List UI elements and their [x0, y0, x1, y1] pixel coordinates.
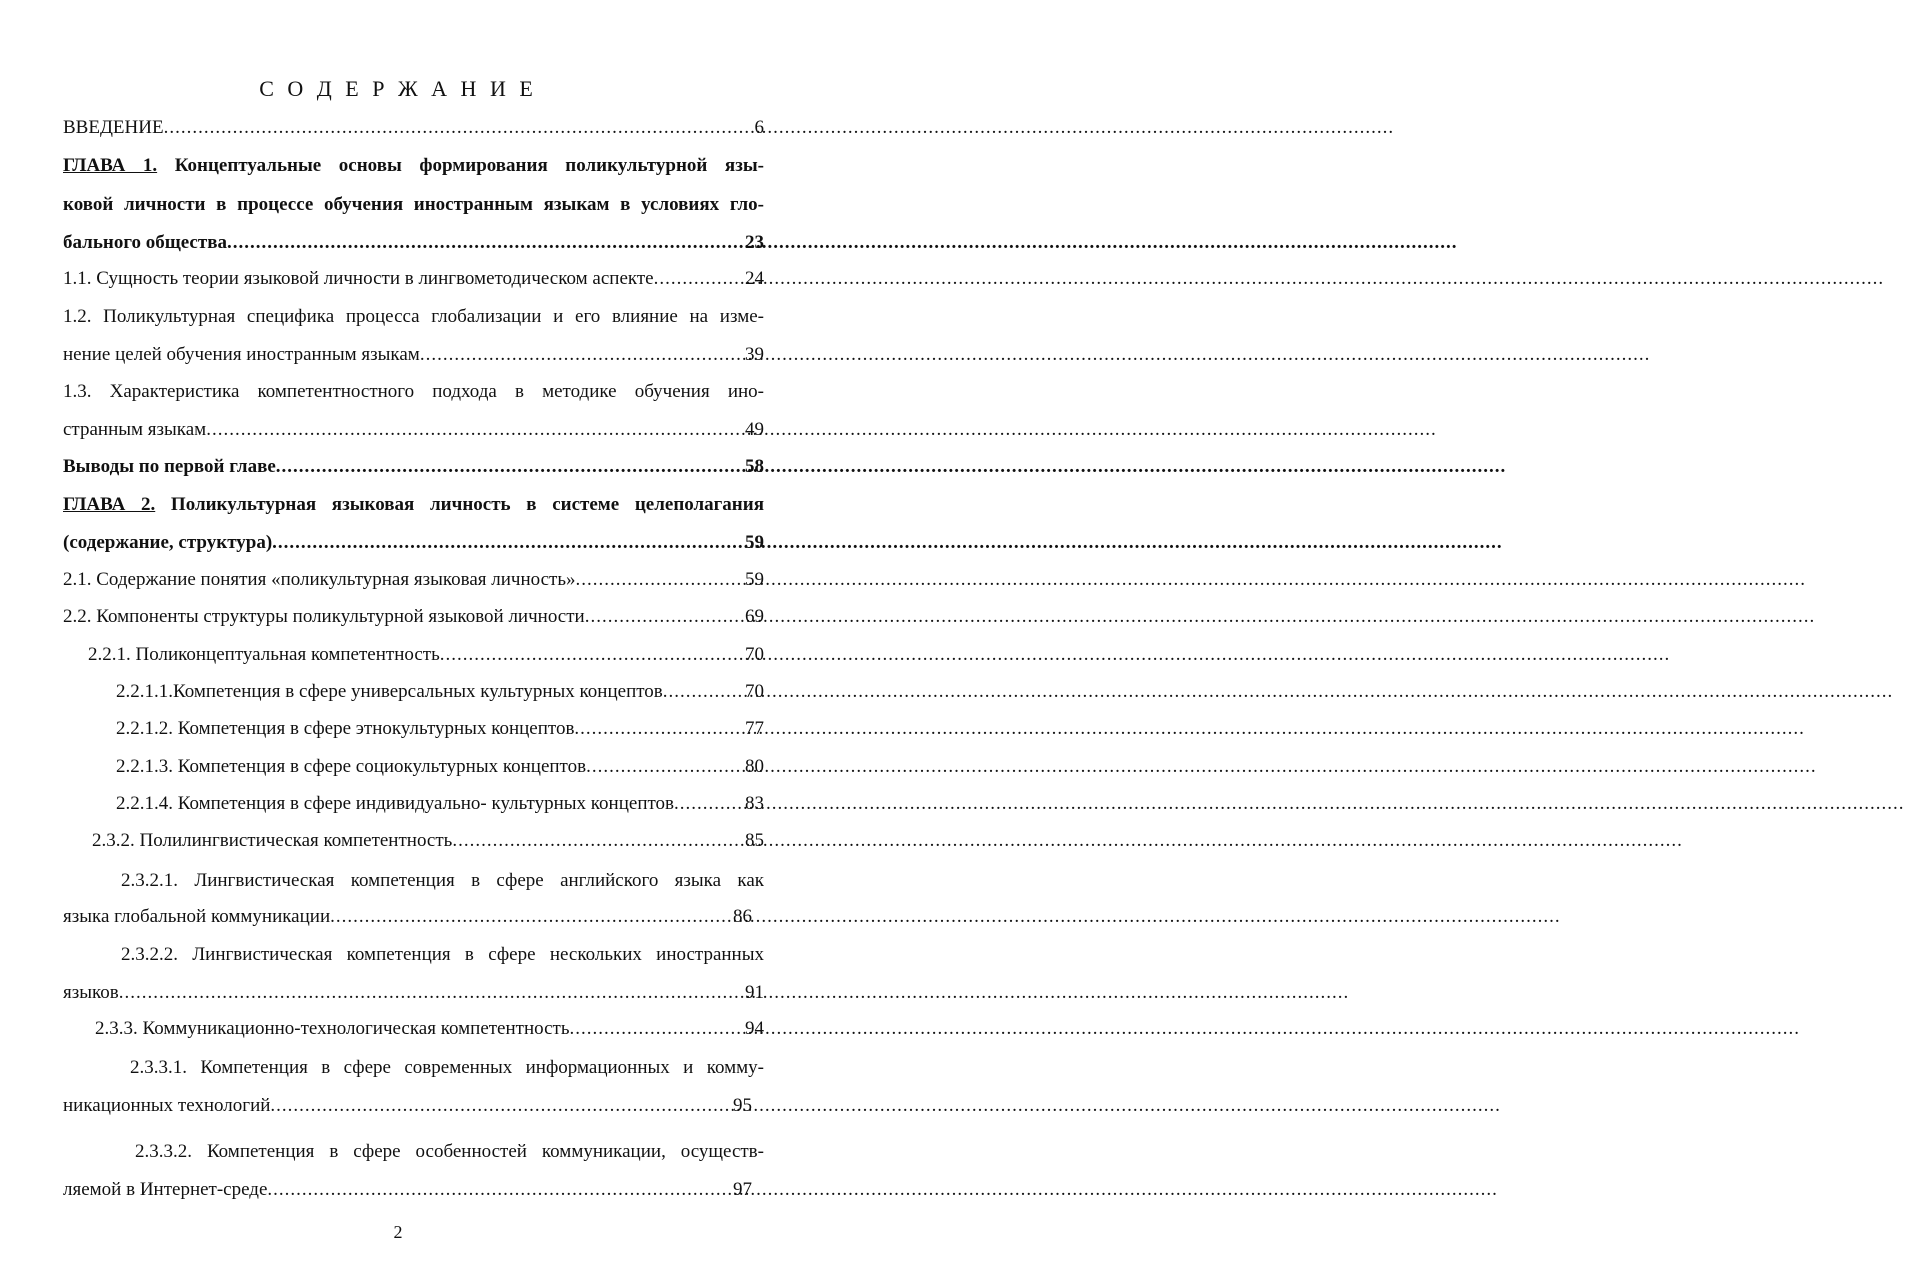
toc-entry-text: 2.2.1.2. Компетенция в сфере этнокультурных концептов [116, 718, 575, 739]
toc-entry-2-3-3-2-line-1: 2.3.3.2. Компетенция в сфере особенностей коммуникации, осуществ- [135, 1141, 764, 1162]
toc-entry-2-3-3-1-line-2 [63, 1092, 752, 1120]
toc-entry-2-3-3-2-line-2 [63, 1176, 752, 1204]
dot-leader [206, 416, 744, 444]
page-number: 2 [393, 1222, 403, 1242]
toc-entry-2-3-2-1-line-2 [63, 903, 752, 931]
toc-entry-2-3-3-1-line-1: 2.3.3.1. Компетенция в сфере современных информационных и комму- [130, 1057, 764, 1078]
dot-leader [440, 641, 744, 669]
toc-page-number: 91 [745, 982, 764, 1003]
toc-page-number: 69 [745, 606, 764, 627]
dot-leader [663, 678, 744, 706]
toc-entry-chapter-2-line-1 [63, 491, 764, 519]
toc-entry-text: языков [63, 982, 119, 1003]
toc-entry-text: Поликультурная языковая личность в системе целеполагания [170, 494, 764, 515]
dot-leader [452, 827, 744, 855]
toc-entry-chapter-1-line-2: ковой личности в процессе обучения иностранным языкам в условиях гло- [63, 194, 764, 215]
toc-entry-text: никационных технологий [63, 1095, 271, 1116]
toc-page-number: 70 [745, 644, 764, 665]
toc-entry-text: ляемой в Интернет-среде [63, 1179, 268, 1200]
toc-page-number: 24 [745, 268, 764, 289]
toc-entry-text: 2.2.1.4. Компетенция в сфере индивидуально- культурных концептов [116, 793, 675, 814]
toc-entry-text: 1.1. Сущность теории языковой личности в лингвометодическом аспекте [63, 268, 654, 289]
dot-leader [270, 1092, 732, 1120]
toc-entry-2-3-2-1-line-1: 2.3.2.1. Лингвистическая компетенция в сфере английского языка как [121, 870, 764, 891]
toc-entry-2-3-2-2-line-2 [63, 979, 764, 1007]
toc-entry-2-3-3 [95, 1015, 764, 1043]
dot-leader [570, 1015, 744, 1043]
toc-entry-text: нение целей обучения иностранным языкам [63, 344, 420, 365]
dot-leader [420, 341, 744, 369]
toc-entry-introduction [63, 114, 764, 142]
toc-entry-1-3-line-2 [63, 416, 764, 444]
page-title: С О Д Е Р Ж А Н И Е [259, 76, 537, 101]
toc-entry-text: языка глобальной коммуникации [63, 906, 331, 927]
toc-page-number: 94 [745, 1018, 764, 1039]
toc-entry-2-3-2-2-line-1: 2.3.2.2. Лингвистическая компетенция в сфере нескольких иностранных [121, 944, 764, 965]
toc-entry-text: странным языкам [63, 419, 207, 440]
toc-entry-text: 2.2.1.1.Компетенция в сфере универсальных культурных концептов [116, 681, 663, 702]
chapter-label: ГЛАВА 2. [63, 494, 156, 515]
toc-entry-1-2-line-2 [63, 341, 764, 369]
toc-entry-chapter-1-line-3 [63, 229, 764, 257]
toc-entry-text: Концептуальные основы формирования поликультурной язы- [174, 155, 764, 176]
toc-entry-text: (содержание, структура) [63, 532, 273, 553]
toc-page-number: 59 [745, 569, 764, 590]
toc-page-number: 85 [745, 830, 764, 851]
toc-entry-conclusions-1 [63, 453, 764, 481]
toc-entry-text: 2.3.2. Полилингвистическая компетентность [92, 830, 453, 851]
toc-entry-2-2-1-1 [116, 678, 764, 706]
dot-leader [119, 979, 744, 1007]
toc-entry-text: бального общества [63, 232, 227, 253]
toc-page-number: 23 [745, 232, 764, 253]
document-page [0, 0, 796, 1284]
dot-leader [276, 453, 744, 481]
toc-page-number: 97 [733, 1179, 752, 1200]
dot-leader [267, 1176, 732, 1204]
toc-entry-text: 2.2. Компоненты структуры поликультурной языковой личности [63, 606, 585, 627]
dot-leader [227, 229, 744, 257]
dot-leader [585, 603, 744, 631]
toc-entry-2-1 [63, 566, 764, 594]
dot-leader [576, 566, 744, 594]
toc-entry-1-2-line-1: 1.2. Поликультурная специфика процесса глобализации и его влияние на изме- [63, 306, 764, 327]
dot-leader [164, 114, 754, 142]
toc-page-number: 39 [745, 344, 764, 365]
toc-entry-1-3-line-1: 1.3. Характеристика компетентностного подхода в методике обучения ино- [63, 381, 764, 402]
dot-leader [574, 715, 744, 743]
toc-entry-text: 2.2.1. Поликонцептуальная компетентность [88, 644, 440, 665]
toc-entry-2-2-1 [88, 641, 764, 669]
toc-entry-text: 2.2.1.3. Компетенция в сфере социокультурных концептов [116, 756, 587, 777]
toc-entry-chapter-2-line-2 [63, 529, 764, 557]
toc-entry-text: ВВЕДЕНИЕ [63, 117, 164, 138]
toc-entry-2-2-1-2 [116, 715, 764, 743]
toc-page-number: 58 [745, 456, 764, 477]
toc-page-number: 83 [745, 793, 764, 814]
toc-entry-2-2-1-4 [116, 790, 764, 818]
toc-page-number: 95 [733, 1095, 752, 1116]
toc-entry-2-2 [63, 603, 764, 631]
toc-page-number: 59 [745, 532, 764, 553]
dot-leader [272, 529, 744, 557]
toc-page-number: 6 [754, 117, 764, 138]
toc-entry-text: 2.1. Содержание понятия «поликультурная языковая личность» [63, 569, 576, 590]
toc-entry-2-3-2 [92, 827, 764, 855]
toc-page-number: 80 [745, 756, 764, 777]
toc-entry-text: Выводы по первой главе [63, 456, 276, 477]
dot-leader [674, 790, 744, 818]
toc-page-number: 86 [733, 906, 752, 927]
toc-page-number: 49 [745, 419, 764, 440]
dot-leader [330, 903, 732, 931]
toc-page-number: 77 [745, 718, 764, 739]
dot-leader [586, 753, 744, 781]
toc-entry-1-1 [63, 265, 764, 293]
toc-entry-chapter-1-line-1 [63, 152, 764, 180]
toc-page-number: 70 [745, 681, 764, 702]
chapter-label: ГЛАВА 1. [63, 155, 158, 176]
toc-entry-2-2-1-3 [116, 753, 764, 781]
toc-entry-text: 2.3.3. Коммуникационно-технологическая компетентность [95, 1018, 570, 1039]
dot-leader [654, 265, 744, 293]
